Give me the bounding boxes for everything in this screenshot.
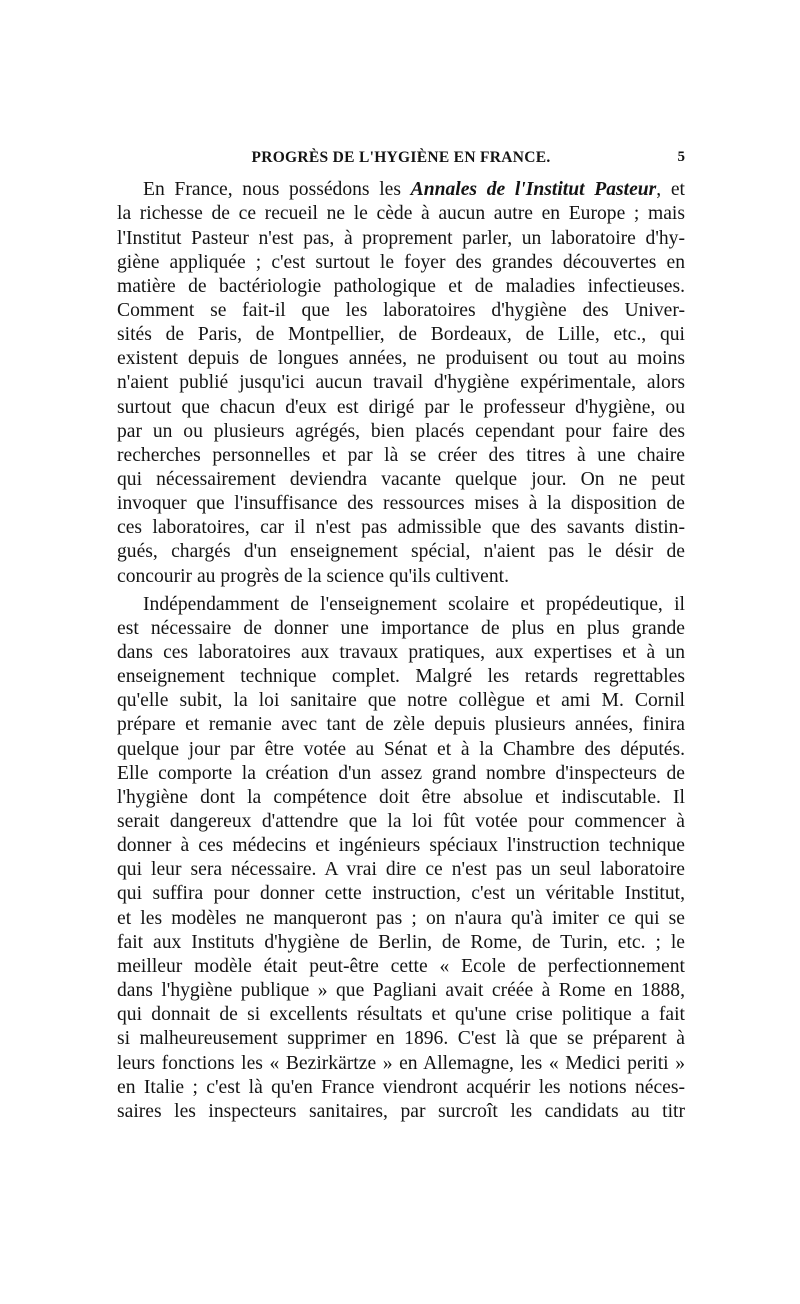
paragraph-1-line: la richesse de ce recueil ne le cède à aucun autre en Europe ; mais [117, 203, 685, 224]
paragraph-1-line: sités de Paris, de Montpellier, de Bordeaux, de Lille, etc., qui [117, 324, 685, 345]
paragraph-2-line: fait aux Instituts d'hygiène de Berlin, de Rome, de Turin, etc. ; le [117, 932, 685, 953]
paragraph-1-line: Comment se fait-il que les laboratoires d'hygiène des Univer- [117, 300, 685, 321]
paragraph-1-line: concourir au progrès de la science qu'ils cultivent. [117, 566, 509, 587]
paragraph-1-line: l'Institut Pasteur n'est pas, à proprement parler, un laboratoire d'hy- [117, 228, 685, 249]
paragraph-1-line: surtout que chacun d'eux est dirigé par le professeur d'hygiène, ou [117, 397, 685, 418]
paragraph-2-line: et les modèles ne manqueront pas ; on n'aura qu'à imiter ce qui se [117, 908, 685, 929]
paragraph-1-line: giène appliquée ; c'est surtout le foyer des grandes découvertes en [117, 252, 685, 273]
paragraph-2-line: dans l'hygiène publique » que Pagliani avait créée à Rome en 1888, [117, 980, 685, 1001]
paragraph-2-line: dans ces laboratoires aux travaux pratiques, aux expertises et à un [117, 642, 685, 663]
paragraph-2-line: prépare et remanie avec tant de zèle depuis plusieurs années, finira [117, 714, 685, 735]
paragraph-1-line: matière de bactériologie pathologique et de maladies infectieuses. [117, 276, 685, 297]
paragraph-2-line: si malheureusement supprimer en 1896. C'est là que se préparent à [117, 1028, 685, 1049]
page-number: 5 [677, 149, 685, 165]
paragraph-1-line: ces laboratoires, car il n'est pas admissible que des savants distin- [117, 517, 685, 538]
paragraph-2-line: qui leur sera nécessaire. A vrai dire ce n'est pas un seul laboratoire [117, 859, 685, 880]
paragraph-2-line: serait dangereux d'attendre que la loi fût votée pour commencer à [117, 811, 685, 832]
journal-title: Annales de l'Institut Pasteur [410, 179, 657, 200]
paragraph-1-line: recherches personnelles et par là se créer des titres à une chaire [117, 445, 685, 466]
running-title: PROGRÈS DE L'HYGIÈNE EN FRANCE. [251, 149, 551, 166]
paragraph-2-line: qui suffira pour donner cette instruction, c'est un véritable Institut, [117, 883, 685, 904]
paragraph-2-line: quelque jour par être votée au Sénat et à la Chambre des députés. [117, 739, 685, 760]
paragraph-2-line: l'hygiène dont la compétence doit être absolue et indiscutable. Il [117, 787, 685, 808]
paragraph-2-line: Indépendamment de l'enseignement scolaire et propédeutique, il [143, 594, 685, 615]
paragraph-1-line: qui nécessairement deviendra vacante quelque jour. On ne peut [117, 469, 685, 490]
paragraph-2-line: donner à ces médecins et ingénieurs spéciaux l'instruction technique [117, 835, 685, 856]
paragraph-2-line: enseignement technique complet. Malgré les retards regrettables [117, 666, 685, 687]
paragraph-2-line: qui donnait de si excellents résultats et qu'une crise politique a fait [117, 1004, 685, 1025]
paragraph-1-line: existent depuis de longues années, ne produisent ou tout au moins [117, 348, 685, 369]
running-head [117, 147, 685, 171]
paragraph-2-line: qu'elle subit, la loi sanitaire que notre collègue et ami M. Cornil [117, 690, 685, 711]
paragraph-2-line: saires les inspecteurs sanitaires, par surcroît les candidats au titr [117, 1101, 685, 1122]
paragraph-2-line: meilleur modèle était peut-être cette « Ecole de perfectionnement [117, 956, 685, 977]
paragraph-1-line: invoquer que l'insuffisance des ressources mises à la disposition de [117, 493, 685, 514]
paragraph-2-line: est nécessaire de donner une importance de plus en plus grande [117, 618, 685, 639]
paragraph-1-line: gués, chargés d'un enseignement spécial, n'aient pas le désir de [117, 541, 685, 562]
paragraph-2-line: en Italie ; c'est là qu'en France viendront acquérir les notions néces- [117, 1077, 685, 1098]
paragraph-2-line: leurs fonctions les « Bezirkärtze » en Allemagne, les « Medici periti » [117, 1053, 685, 1074]
paragraph-1-line: n'aient publié jusqu'ici aucun travail d'hygiène expérimentale, alors [117, 372, 685, 393]
paragraph-1-line: par un ou plusieurs agrégés, bien placés cependant pour faire des [117, 421, 685, 442]
paragraph-2-line: Elle comporte la création d'un assez grand nombre d'inspecteurs de [117, 763, 685, 784]
paragraph-1-line-1: En France, nous possédons les Annales de l'Institut Pasteur, et [143, 179, 685, 200]
